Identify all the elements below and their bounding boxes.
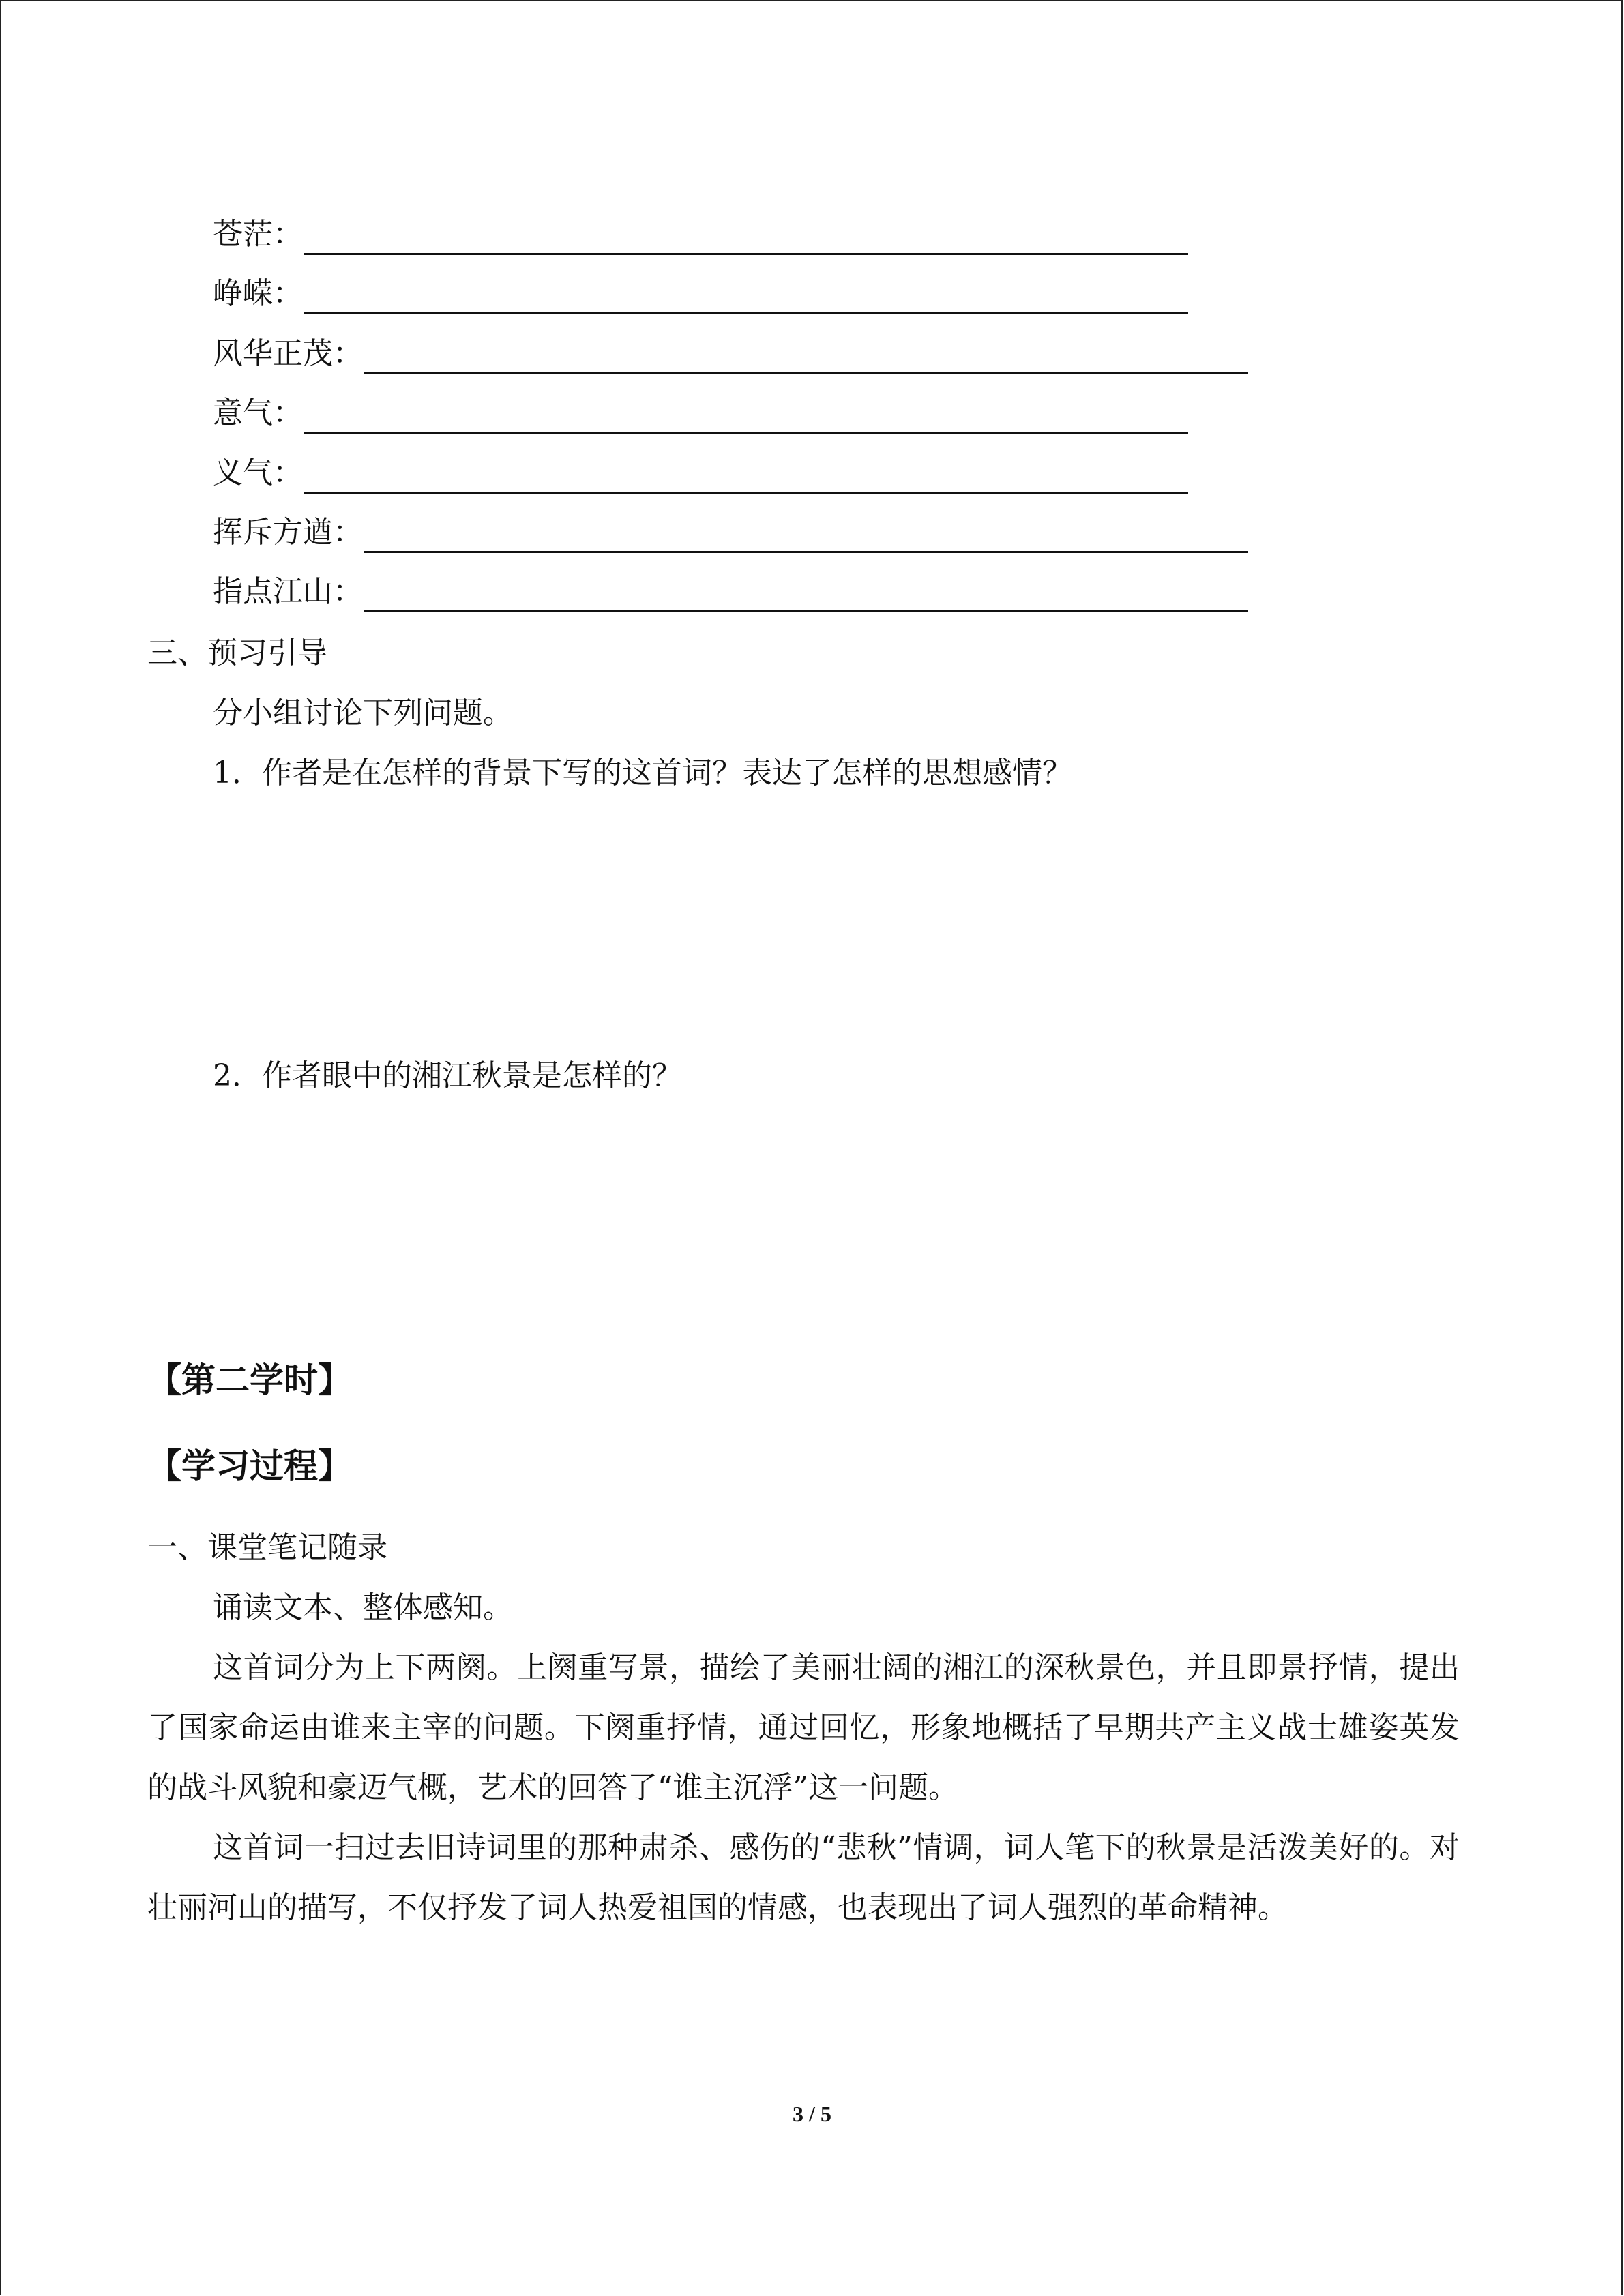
page-number: 3 / 5 (793, 2102, 831, 2126)
vocab-row-fenghuazhengmao (213, 333, 1248, 374)
vocab-term: 苍茫： (213, 217, 303, 252)
vocab-term: 义气： (213, 456, 303, 490)
vocab-term: 挥斥方遒： (213, 515, 363, 550)
vocab-row-huichifangqiu (213, 512, 1248, 553)
vocab-row-yiqi-spirit (213, 393, 1188, 434)
vocab-answer-blank[interactable] (304, 456, 1188, 494)
notes-heading: 一、课堂笔记随录 (147, 1530, 387, 1565)
vocab-answer-blank[interactable] (364, 575, 1248, 612)
section-heading-preview: 三、预习引导 (147, 636, 327, 670)
lesson-2-heading: 【第二学时】 (147, 1360, 352, 1400)
vocab-answer-blank[interactable] (364, 337, 1248, 374)
question-1: 1．作者是在怎样的背景下写的这首词？表达了怎样的思想感情？ (213, 756, 1072, 790)
vocab-answer-blank[interactable] (304, 218, 1188, 255)
vocab-term: 意气： (213, 396, 303, 430)
vocab-term: 指点江山： (213, 574, 363, 609)
vocab-row-cangmang (213, 214, 1188, 255)
vocab-row-zhengrong (213, 273, 1188, 314)
vocab-row-yiqi-loyalty (213, 453, 1188, 494)
vocab-answer-blank[interactable] (304, 277, 1188, 314)
vocab-row-zhidianjiangshan (213, 571, 1248, 612)
notes-paragraph-2: 这首词一扫过去旧诗词里的那种肃杀、感伤的“悲秋”情调，词人笔下的秋景是活泼美好的。对壮丽河山的描写，不仅抒发了词人热爱祖国的情感，也表现出了词人强烈的革命精神。 (147, 1830, 1460, 1925)
notes-paragraph-1: 这首词分为上下两阕。上阕重写景，描绘了美丽壮阔的湘江的深秋景色，并且即景抒情，提出了国家命运由谁来主宰的问题。下阕重抒情，通过回忆，形象地概括了早期共产主义战士雄姿英发的战斗风貌和豪迈气概，艺术的回答了“谁主沉浮”这一问题。 (147, 1650, 1460, 1805)
vocab-answer-blank[interactable] (364, 516, 1248, 553)
discussion-intro: 分小组讨论下列问题。 (213, 696, 513, 730)
vocab-term: 峥嵘： (213, 276, 303, 311)
vocab-term: 风华正茂： (213, 336, 363, 371)
vocab-answer-blank[interactable] (304, 396, 1188, 434)
question-2: 2．作者眼中的湘江秋景是怎样的？ (213, 1058, 682, 1093)
learning-process-heading: 【学习过程】 (147, 1446, 352, 1486)
notes-subtitle: 诵读文本、整体感知。 (213, 1590, 513, 1625)
